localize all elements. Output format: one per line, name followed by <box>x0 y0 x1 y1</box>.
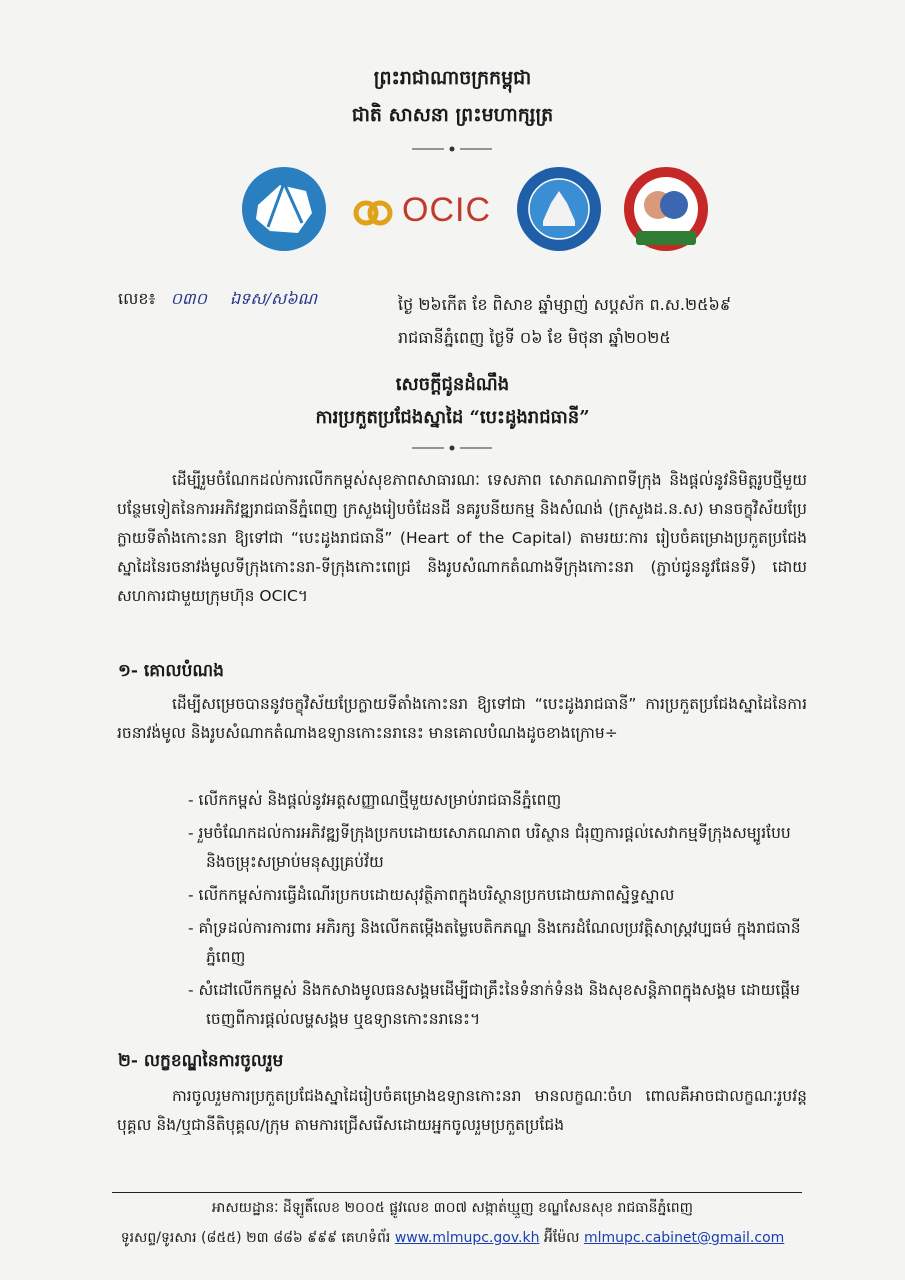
website-link[interactable]: www.mlmupc.gov.kh <box>394 1230 540 1246</box>
section2-paragraph: ការចូលរួមការប្រកួតប្រជែងស្នាដៃរៀបចំគម្រោងឧទ្យានកោះនរា មានលក្ខណៈចំហ ពោលគឺអាចជាលក្ខណៈរូបវន្តបុគ្គល និង/ឬជានីតិបុគ្គល/ក្រុម តាមការជ្រើសរើសដោយអ្នកចូលរួមប្រកួតប្រជែង <box>117 1087 807 1134</box>
ocic-logo-text: OCIC <box>402 191 491 229</box>
kingdom-title: ព្រះរាជាណាចក្រកម្ពុជា <box>373 67 532 89</box>
list-item: - លើកកម្ពស់ការធ្វើដំណើរប្រកបដោយសុវត្ថិភាពក្នុងបរិស្ថានប្រកបដោយភាពស្និទ្ធស្នាល <box>188 886 675 904</box>
divider-ornament-icon <box>412 146 492 152</box>
footer-address: អាសយដ្ឋានៈ ដីឡូតិ៍លេខ ២០០៥ ផ្លូវលេខ ៣០៧ សង្កាត់ឃ្មួញ ខណ្ឌសែនសុខ រាជធានីភ្នំពេញ <box>212 1200 693 1216</box>
list-item: - សំដៅលើកកម្ពស់ និងកសាងមូលធនសង្គមដើម្បីជាគ្រឹះនៃទំនាក់ទំនង និងសុខសន្តិភាពក្នុងសង្គម ដោយផ្តើមចេញពីការផ្តល់លម្ហសង្គម ឬឧទ្យានកោះនរានេះ។ <box>188 981 801 1028</box>
reference-number <box>118 288 317 312</box>
solar-date: រាជធានីភ្នំពេញ ថ្ងៃទី ០៦ ខែ មិថុនា ឆ្នាំ២០២៥ <box>398 328 671 347</box>
ministry-map-logo-icon <box>240 165 328 253</box>
section1-heading: ១- គោលបំណង <box>118 661 224 681</box>
footer-phone: ទូរសព្ទ/ទូរសារ (៨៥៥) ២៣ ៨៨៦ ៩៩៩ គេហទំព័រ <box>120 1230 391 1246</box>
list-item: - គាំទ្រដល់ការការពារ អភិរក្ស និងលើកតម្កើងតម្លៃបេតិកភណ្ឌ និងកេរដំណែលប្រវត្តិសាស្ត្រវប្បធម៌ ក្នុងរាជធានីភ្នំពេញ <box>188 919 801 966</box>
reference-value: ០៣០ <box>170 289 207 308</box>
email-label: អ៊ីម៉ែល <box>543 1230 580 1246</box>
list-item: - លើកកម្ពស់ និងផ្តល់នូវអត្តសញ្ញាណថ្មីមួយសម្រាប់រាជធានីភ្នំពេញ <box>188 791 562 809</box>
intro-paragraph: ដើម្បីរួមចំណែកដល់ការលើកកម្ពស់សុខភាពសាធារណៈ ទេសភាព សោភណភាពទីក្រុង និងផ្តល់នូវនិមិត្តរូបថ្មីមួយបន្ថែមទៀតនៃការអភិវឌ្ឍរាជធានីភ្នំពេញ ក្រសួងរៀបចំដែនដី នគរូបនីយកម្ម និងសំណង់ (ក្រសួងដ.ន.ស) មានចក្ខុវិស័យប្រែក្លាយទីតាំងកោះនរា ឱ្យទៅជា “បេះដូងរាជធានី” (Heart of the Capital) តាមរយៈការ រៀបចំគម្រោងប្រកួតប្រជែងស្នាដៃនៃរចនាវង់មូលទីក្រុងកោះនរា-ទីក្រុងកោះពេជ្រ និងរូបសំណាកតំណាងទីក្រុងកោះនរា (ភ្ជាប់ជូននូវផែនទី) ដោយសហការជាមួយក្រុមហ៊ុន OCIC។ <box>117 471 807 605</box>
footer-contact <box>0 1228 905 1249</box>
logo-bar <box>240 165 710 255</box>
reference-code: ឯទស/ស៦ណ <box>230 289 318 308</box>
document-subtitle: ការប្រកួតប្រជែងស្នាដៃ “បេះដូងរាជធានី” <box>315 407 590 428</box>
national-motto: ជាតិ សាសនា ព្រះមហាក្សត្រ <box>351 104 554 126</box>
list-item: - រួមចំណែកដល់ការអភិវឌ្ឍទីក្រុងប្រកបដោយសោភណភាព បរិស្ថាន ជំរុញការផ្តល់សេវាកម្មទីក្រុងសម្បូរបែប និងចម្រុះសម្រាប់មនុស្សគ្រប់វ័យ <box>188 824 791 871</box>
ministry-seal-icon <box>515 165 603 253</box>
document-title: សេចក្តីជូនដំណឹង <box>395 374 510 395</box>
section2-heading: ២- លក្ខខណ្ឌនៃការចូលរួម <box>118 1051 284 1071</box>
objectives-list <box>188 786 808 1048</box>
lunar-date: ថ្ងៃ ២៦កើត ខែ ពិសាខ ឆ្នាំម្សាញ់ សប្តស័ក ព.ស.២៥៦៩ <box>398 295 732 314</box>
organization-emblem-icon <box>622 165 710 253</box>
date-block <box>398 288 818 354</box>
section1-paragraph: ដើម្បីសម្រេចបាននូវចក្ខុវិស័យប្រែក្លាយទីតាំងកោះនរា ឱ្យទៅជា “បេះដូងរាជធានី” ការប្រកួតប្រជែងស្នាដៃនៃការរចនាវង់មូល និងរូបសំណាកតំណាងឧទ្យានកោះនរានេះ មានគោលបំណងដូចខាងក្រោម÷ <box>117 695 807 742</box>
email-link[interactable]: mlmupc.cabinet@gmail.com <box>583 1230 785 1246</box>
title-divider-icon <box>412 445 492 451</box>
footer-divider <box>112 1192 802 1193</box>
reference-label: លេខ៖ <box>118 289 156 308</box>
